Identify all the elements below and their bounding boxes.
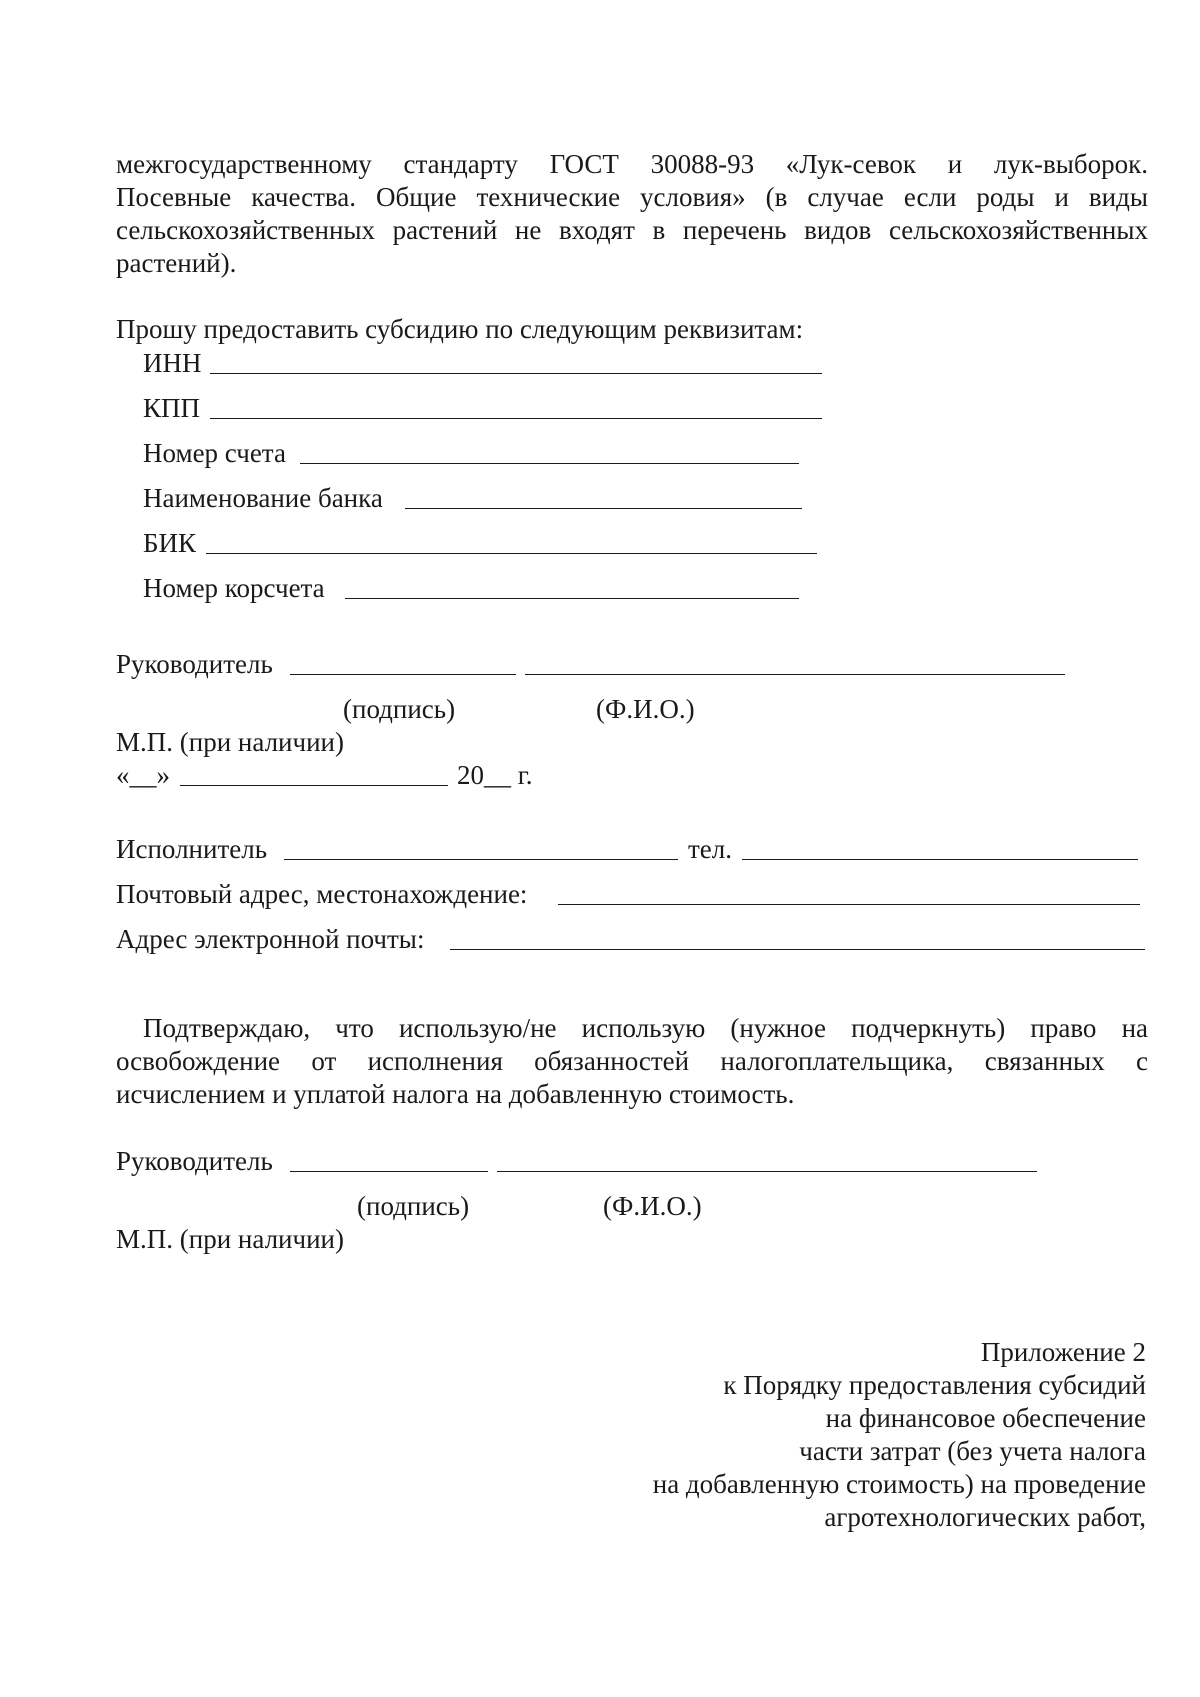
account-field[interactable] [300,463,799,464]
head-label-1: Руководитель [116,649,273,679]
stamp-label-1: М.П. (при наличии) [116,727,344,757]
date-day: «__» [116,760,170,790]
confirm-line-2: освобождение от исполнения обязанностей налогоплательщика, связанных с [116,1046,1148,1076]
appendix-line-5: на добавленную стоимость) на проведение [652,1469,1146,1499]
intro-line-2: Посевные качества. Общие технические условия» (в случае если роды и виды [116,182,1148,212]
date-year: 20__ г. [457,760,533,790]
kpp-label: КПП [143,393,201,423]
bank-label: Наименование банка [143,483,383,513]
stamp-label-2: М.П. (при наличии) [116,1224,344,1254]
corr-account-field[interactable] [345,598,799,599]
intro-line-3: сельскохозяйственных растений не входят в перечень видов сельскохозяйственных [116,215,1148,245]
appendix-line-2: к Порядку предоставления субсидий [723,1370,1146,1400]
executor-label: Исполнитель [116,834,268,864]
fio-caption-2: (Ф.И.О.) [603,1191,702,1221]
appendix-line-6: агротехнологических работ, [824,1502,1146,1532]
email-label: Адрес электронной почты: [116,924,425,954]
intro-line-4: растений). [116,248,237,278]
address-label: Почтовый адрес, местонахождение: [116,879,528,909]
signature-caption-1: (подпись) [343,694,456,724]
email-field[interactable] [450,949,1145,950]
fio-field-2[interactable] [497,1171,1037,1172]
confirm-line-3: исчислением и уплатой налога на добавленную стоимость. [116,1079,795,1109]
inn-label: ИНН [143,348,202,378]
kpp-field[interactable] [210,418,822,419]
intro-line-1: межгосударственному стандарту ГОСТ 30088-93 «Лук-севок и лук-выборок. [116,149,1148,179]
signature-field-1[interactable] [290,674,516,675]
head-label-2: Руководитель [116,1146,273,1176]
signature-field-2[interactable] [290,1171,488,1172]
fio-caption-1: (Ф.И.О.) [596,694,695,724]
confirm-line-1: Подтверждаю, что использую/не использую (нужное подчеркнуть) право на [143,1013,1148,1043]
requisites-heading: Прошу предоставить субсидию по следующим реквизитам: [116,314,804,344]
phone-field[interactable] [742,859,1138,860]
bik-label: БИК [143,528,197,558]
executor-field[interactable] [284,859,678,860]
appendix-line-4: части затрат (без учета налога [799,1436,1146,1466]
bik-field[interactable] [206,553,817,554]
corr-account-label: Номер корсчета [143,573,325,603]
appendix-line-3: на финансовое обеспечение [825,1403,1146,1433]
account-label: Номер счета [143,438,286,468]
address-field[interactable] [558,904,1140,905]
signature-caption-2: (подпись) [357,1191,470,1221]
inn-field[interactable] [210,373,822,374]
bank-field[interactable] [405,508,802,509]
appendix-line-1: Приложение 2 [980,1337,1146,1367]
phone-label: тел. [688,834,733,864]
fio-field-1[interactable] [525,674,1065,675]
date-month-field[interactable] [180,785,448,786]
